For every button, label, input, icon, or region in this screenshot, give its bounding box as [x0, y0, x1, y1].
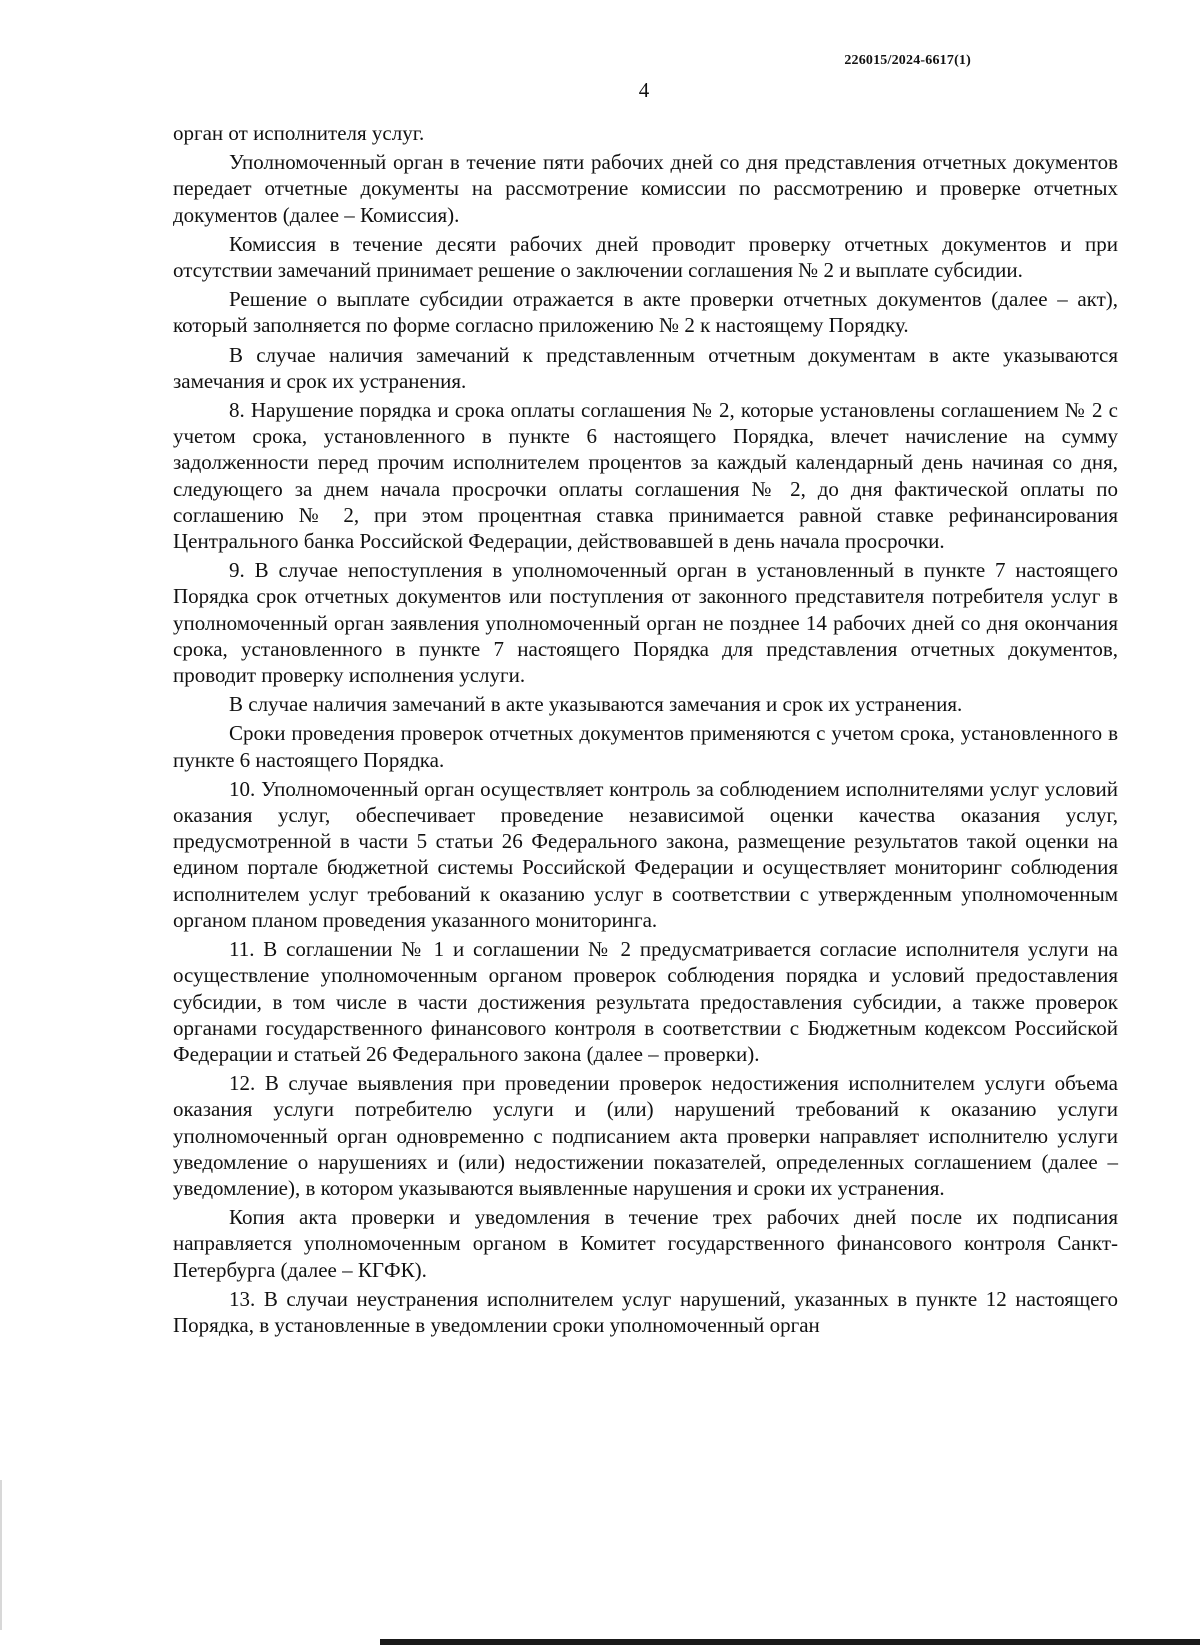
paragraph: Копия акта проверки и уведомления в течение трех рабочих дней после их подписания направляется уполномоченным органом в Комитет государственного финансового контроля Санкт-Петербурга (далее – КГФК).	[173, 1205, 1118, 1282]
paragraph-continuation: орган от исполнителя услуг.	[173, 121, 425, 145]
paragraph-item-10: 10. Уполномоченный орган осуществляет контроль за соблюдением исполнителями услуг условий оказания услуг, обеспечивает проведение независимой оценки качества оказания услуг, предусмотренной в части 5 статьи 26 Федерального закона, размещение результатов такой оценки на едином портале бюджетной системы Российской Федерации и осуществляет мониторинг соблюдения исполнителем услуг требований к оказанию услуг в соответствии с утвержденным уполномоченным органом планом проведения указанного мониторинга.	[173, 776, 1118, 932]
paragraph-item-13: 13. В случаи неустранения исполнителем услуг нарушений, указанных в пункте 12 настоящего Порядка, в установленные в уведомлении сроки уполномоченный орган	[173, 1286, 1118, 1337]
paragraph: Уполномоченный орган в течение пяти рабочих дней со дня представления отчетных документов передает отчетные документы на рассмотрение комиссии по рассмотрению и проверке отчетных документов (далее – Комиссия).	[173, 150, 1118, 227]
paragraph-item-9: 9. В случае непоступления в уполномоченный орган в установленный в пункте 7 настоящего Порядка срок отчетных документов или поступления от законного представителя потребителя услуг в уполномоченный орган заявления уполномоченный орган не позднее 14 рабочих дней со дня окончания срока, установленного в пункте 7 настоящего Порядка для представления отчетных документов, проводит проверку исполнения услуги.	[173, 558, 1118, 688]
paragraph-item-12: 12. В случае выявления при проведении проверок недостижения исполнителем услуги объема оказания услуги потребителю услуги и (или) нарушений требований к оказанию услуги уполномоченный орган одновременно с подписанием акта проверки направляет исполнителю услуги уведомление о нарушениях и (или) недостижении показателей, определенных соглашением (далее – уведомление), в котором указываются выявленные нарушения и сроки их устранения.	[173, 1071, 1118, 1200]
document-registration-number: 226015/2024-6617(1)	[844, 53, 971, 68]
scan-bottom-edge	[380, 1639, 1200, 1645]
paragraph: В случае наличия замечаний в акте указываются замечания и срок их устранения.	[229, 692, 963, 717]
paragraph-item-8: 8. Нарушение порядка и срока оплаты соглашения № 2, которые установлены соглашением № 2 с учетом срока, установленного в пункте 6 настоящего Порядка, влечет начисление на сумму задолженности перед прочим исполнителем процентов за каждый календарный день начиная со дня, следующего за днем начала просрочки оплаты соглашения № 2, до дня фактической оплаты по соглашению № 2, при этом процентная ставка принимается равной ставке рефинансирования Центрального банка Российской Федерации, действовавшей в день начала просрочки.	[173, 398, 1118, 554]
paragraph: В случае наличия замечаний к представленным отчетным документам в акте указываются замечания и срок их устранения.	[173, 342, 1118, 393]
scan-edge-shadow	[0, 1480, 2, 1630]
paragraph-item-11: 11. В соглашении № 1 и соглашении № 2 предусматривается согласие исполнителя услуги на осуществление уполномоченным органом проверок соблюдения порядка и условий предоставления субсидии, в том числе в части достижения результата предоставления субсидии, а также проверок органами государственного финансового контроля в соответствии с Бюджетным кодексом Российской Федерации и статьей 26 Федерального закона (далее – проверки).	[173, 937, 1118, 1066]
paragraph: Комиссия в течение десяти рабочих дней проводит проверку отчетных документов и при отсутствии замечаний принимает решение о заключении соглашения № 2 и выплате субсидии.	[173, 231, 1118, 283]
paragraph: Решение о выплате субсидии отражается в акте проверки отчетных документов (далее – акт), который заполняется по форме согласно приложению № 2 к настоящему Порядку.	[173, 287, 1118, 338]
document-body	[173, 120, 1118, 1338]
paragraph: Сроки проведения проверок отчетных документов применяются с учетом срока, установленного в пункте 6 настоящего Порядка.	[173, 721, 1118, 772]
page-number: 4	[638, 78, 650, 102]
